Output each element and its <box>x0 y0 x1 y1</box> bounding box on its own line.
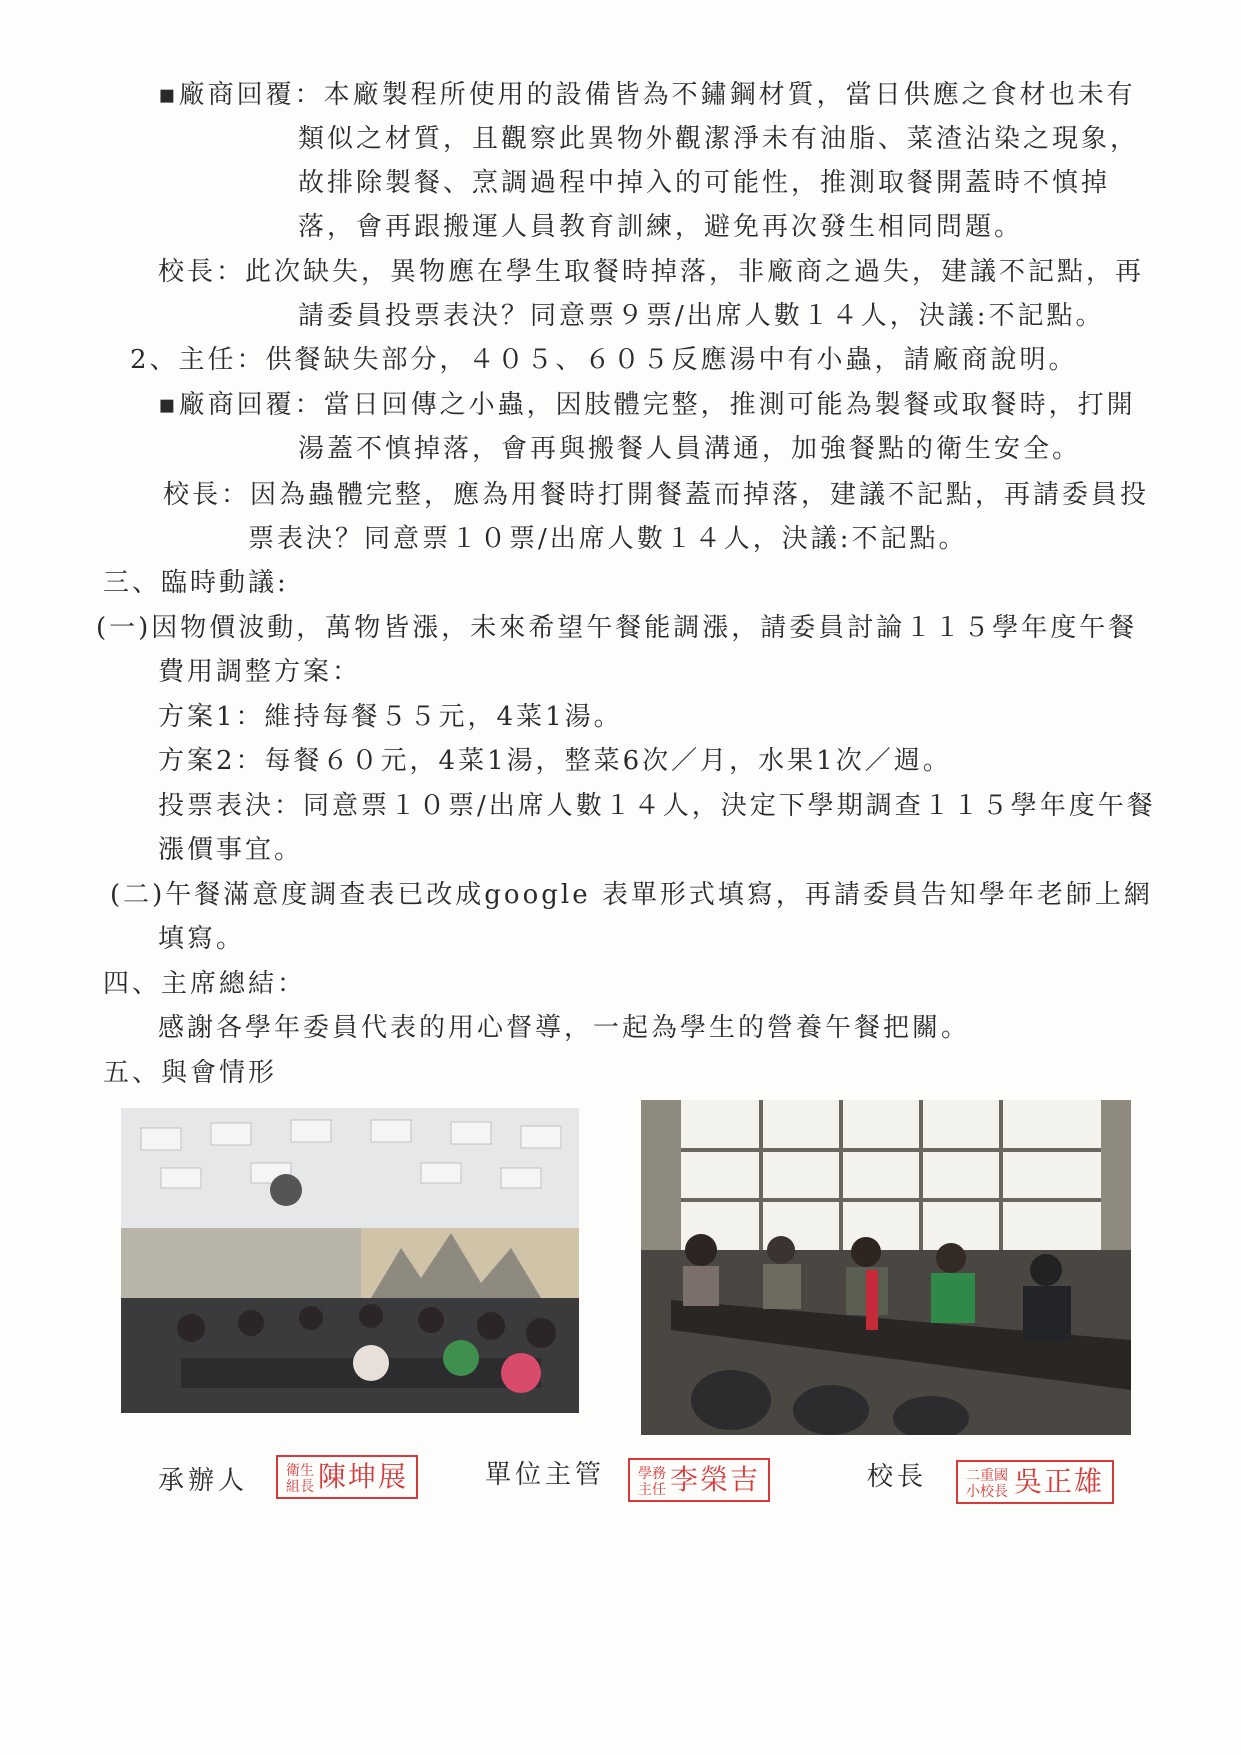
section-3-heading: 三、臨時動議: <box>103 568 289 598</box>
handler-stamp-title: 衛生組長 <box>286 1462 314 1495</box>
principal-stamp <box>956 1460 1114 1504</box>
supervisor-stamp-title: 學務主任 <box>638 1465 666 1498</box>
supervisor-stamp-name: 李榮吉 <box>670 1463 761 1496</box>
principal-comment-1-line-1: 校長：此次缺失，異物應在學生取餐時掉落，非廠商之過失，建議不記點，再 <box>158 257 1145 287</box>
vendor-reply-1-line-1: ▪廠商回覆：本廠製程所使用的設備皆為不鏽鋼材質，當日供應之食材也未有 <box>158 80 1136 110</box>
meeting-photo-2 <box>641 1100 1131 1435</box>
plan-2: 方案2：每餐６０元，4菜1湯，整菜6次／月，水果1次／週。 <box>158 746 952 776</box>
handler-stamp <box>276 1455 418 1499</box>
motion-1-line-2: 費用調整方案： <box>158 657 362 687</box>
vote-result-line-1: 投票表決：同意票１０票/出席人數１４人，決定下學期調查１１５學年度午餐 <box>158 791 1156 821</box>
section-5-heading: 五、與會情形 <box>103 1058 278 1088</box>
vendor-reply-2-line-1: ▪廠商回覆：當日回傳之小蟲，因肢體完整，推測可能為製餐或取餐時，打開 <box>158 390 1136 420</box>
principal-label: 校長 <box>867 1462 928 1492</box>
meeting-photo-1 <box>121 1108 579 1413</box>
principal-comment-1-line-2: 請委員投票表決？同意票９票/出席人數１４人，決議:不記點。 <box>298 301 1105 331</box>
handler-stamp-name: 陳坤展 <box>318 1460 409 1493</box>
principal-stamp-name: 吳正雄 <box>1014 1465 1105 1498</box>
plan-1: 方案1：維持每餐５５元，4菜1湯。 <box>158 702 623 732</box>
vendor-reply-2-line-2: 湯蓋不慎掉落，會再與搬餐人員溝通，加強餐點的衛生安全。 <box>298 434 1082 464</box>
vendor-reply-1-line-2: 類似之材質，且觀察此異物外觀潔淨未有油脂、菜渣沾染之現象， <box>298 124 1140 154</box>
motion-2-line-2: 填寫。 <box>158 924 246 954</box>
chair-summary: 感謝各學年委員代表的用心督導，一起為學生的營養午餐把關。 <box>158 1013 971 1043</box>
motion-1-line-1: (一)因物價波動，萬物皆漲，未來希望午餐能調漲，請委員討論１１５學年度午餐 <box>96 613 1138 643</box>
supervisor-label: 單位主管 <box>485 1460 606 1490</box>
motion-2-line-1: (二)午餐滿意度調查表已改成google 表單形式填寫，再請委員告知學年老師上網 <box>110 880 1153 910</box>
vendor-reply-1-line-3: 故排除製餐、烹調過程中掉入的可能性，推測取餐開蓋時不慎掉 <box>298 168 1111 198</box>
handler-label: 承辦人 <box>158 1466 249 1496</box>
principal-stamp-title: 二重國小校長 <box>966 1467 1008 1500</box>
item-2-director: 2、主任：供餐缺失部分，４０５、６０５反應湯中有小蟲，請廠商說明。 <box>130 345 1078 375</box>
vendor-reply-1-line-4: 落，會再跟搬運人員教育訓練，避免再次發生相同問題。 <box>298 212 1024 242</box>
supervisor-stamp <box>628 1458 770 1502</box>
section-4-heading: 四、主席總結： <box>103 969 307 999</box>
principal-comment-2-line-2: 票表決？同意票１０票/出席人數１４人，決議:不記點。 <box>248 524 968 554</box>
vote-result-line-2: 漲價事宜。 <box>158 835 304 865</box>
principal-comment-2-line-1: 校長：因為蟲體完整，應為用餐時打開餐蓋而掉落，建議不記點，再請委員投 <box>163 480 1150 510</box>
